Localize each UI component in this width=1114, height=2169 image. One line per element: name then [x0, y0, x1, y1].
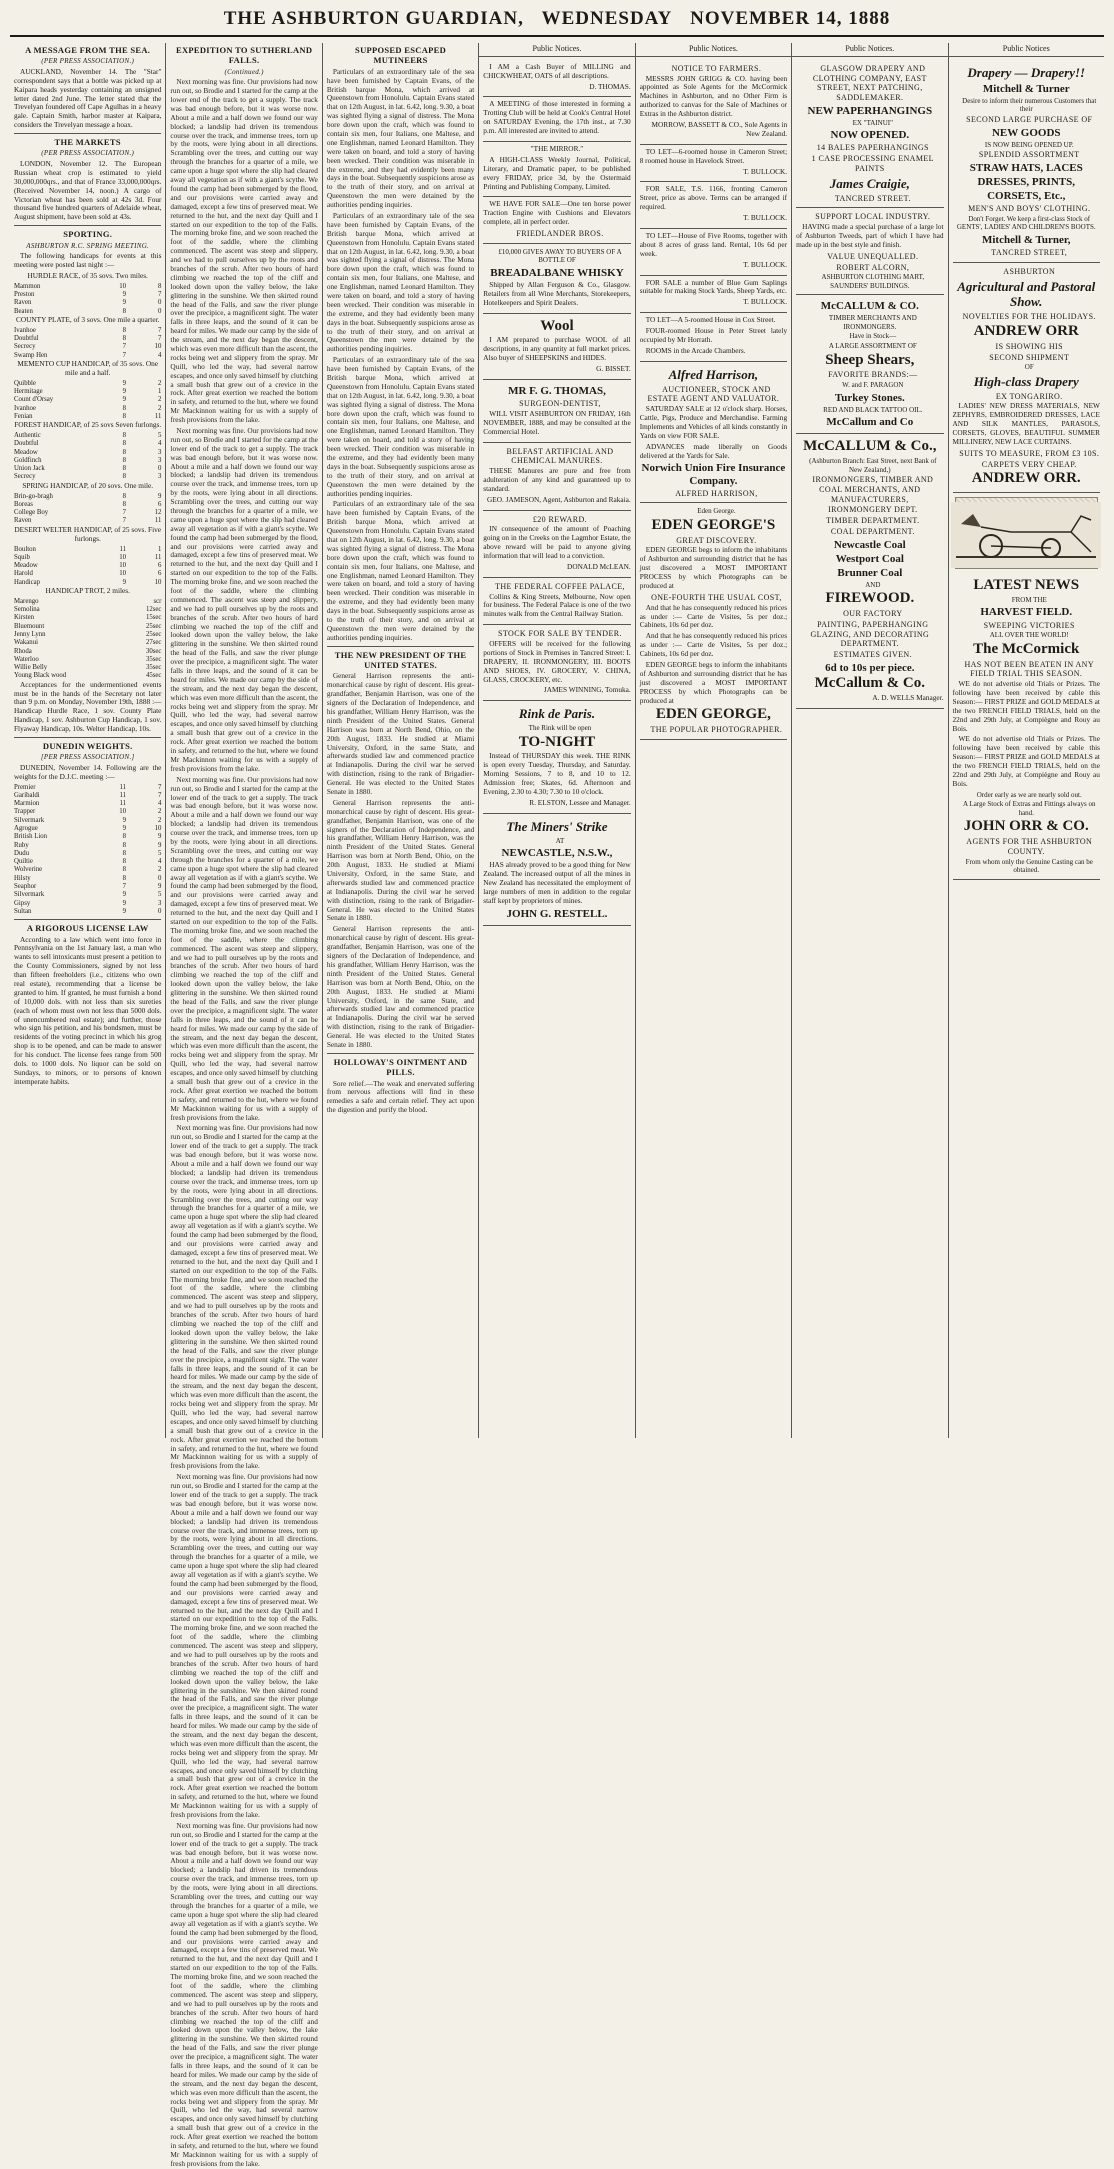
- weight-value: 5: [158, 891, 162, 899]
- masthead-date: NOVEMBER 14, 1888: [690, 8, 891, 29]
- weight-value: 8: [122, 456, 127, 464]
- weight-value: 8: [122, 866, 127, 874]
- horse-name: Marmion: [14, 800, 40, 808]
- weight-value: 11: [154, 517, 162, 525]
- article-mutineers: Particulars of an extraordinary tale of the sea have been furnished by Captain Evans, of the British barque Mona, which arrived at Queenstown from Honolulu. Captain Evans stated that on 12th August, in lat. 6.42, long. 9.30, a boat was sighted flying a signal of distress. The Mona bore down upon the craft, which was found to contain six men, four Italians, one Maltese, and one Englishman, named Leonard Hamilton. They were taken on board, and told a story of having been wrecked. Their condition was miserable in the extreme, and they had evidently been many days in the boat. Subsequently suspicions arose as to the truth of their story, and on arrival at Queenstown the men were detained by the authorities pending inquiries.: [326, 499, 475, 642]
- horse-name: Garibaldi: [14, 791, 40, 799]
- handicap-list: [14, 380, 161, 421]
- handicap-row: [14, 598, 161, 606]
- handicap-row: [14, 440, 161, 448]
- weight-value: 12: [154, 509, 162, 517]
- ad-farmers: NOTICE TO FARMERS. MESSRS JOHN GRIGG & CO. having been appointed as Sole Agents for the McCormick Machines in Ashburton, and no Other Firm is authorized to canvas for the Sale of Machines or Extras in the Ashburton district. MORROW, BASSETT & CO., Sole Agents in New Zealand.: [640, 60, 787, 145]
- handicap-row: [14, 614, 161, 622]
- handicap-row: [14, 465, 161, 473]
- handicap-row: [14, 554, 161, 562]
- weight-value: 3: [158, 473, 162, 481]
- weight-value: 0: [158, 307, 162, 315]
- handicap-row: [14, 396, 161, 404]
- weight-value: 6: [158, 562, 162, 570]
- horse-name: Doubtful: [14, 335, 39, 343]
- meeting-intro: The following handicaps for events at this meeting were posted last night :—: [14, 251, 162, 270]
- ad-blue-gum: FOR SALE a number of Blue Gum Saplings suitable for making Stock Yards, Sheep Yards, etc. T. BULLOCK.: [640, 276, 787, 314]
- horse-name: Silvermark: [14, 816, 45, 824]
- weight-value: 9: [122, 907, 127, 915]
- weight-value: 35sec: [145, 655, 162, 663]
- weight-value: 11: [154, 412, 162, 420]
- horse-name: Willie Belly: [14, 664, 48, 672]
- weight-value: 2: [158, 404, 162, 412]
- column-3: [323, 43, 479, 1438]
- article-expedition: Next morning was fine. Our provisions had now run out, so Brodie and I started for the camp at the lower end of the track to get a supply. The track was bad enough before, but it was worse now. About a mile and a half down we found our way blocked; a landslip had driven its tremendous course over the track, and immense trees, torn up by the roots, were lying about in all directions. Scrambling over the trees, and cutting our way through the branches for a quarter of a mile, we came upon a huge spot where the slip had cleared away all vegetation as if with a giant's scythe. We found the camp had been submerged by the flood, and our provisions were carried away and damaged, except a few tins of preserved meat. We returned to the hut, and the next day Quill and I started on our expedition to the top of the Falls. The morning broke fine, and we soon reached the foot of the saddle, where the climbing commenced. The ascent was steep and slippery, and we had to pull ourselves up by the roots and branches of the scrub. After two hours of hard climbing we reached the top of the cliff and looked down upon the valley below, the lake glittering in the sunshine. We then skirted round the head of the Falls, and saw the river plunge over the precipice, a magnificent sight. The water falls in three leaps, and the sound of it can be heard for miles. We made our camp by the side of the stream, and the next day began the descent, which was even more difficult than the ascent, the rocks being wet and slippery from the spray. Mr Quill, who led the way, had several narrow escapes, and once only saved himself by clutching a small bush that grew out of a crevice in the rock. After great exertion we reached the bottom in safety, and returned to the hut, where we found Mr Mackinnon waiting for us with a supply of fresh provisions from the lake.: [170, 77, 318, 425]
- handicap-row: [14, 784, 161, 792]
- ad-stock-tender: STOCK FOR SALE BY TENDER. OFFERS will be received for the following portions of Stock in Premises in Tancred Street: I. DRAPERY, II. IRONMONGERY, III. BOOTS AND SHOES, IV. GROCERY, V. CHINA, GLASS, CROCKERY, etc. JAMES WINNING, Tomuka.: [483, 625, 630, 701]
- weight-value: 2: [158, 866, 162, 874]
- ad-wool: Wool I AM prepared to purchase WOOL of all descriptions, in any quantity at full market prices. Also buyer of SHEEPSKINS and HIDES. G. BISSET.: [483, 314, 630, 380]
- horse-name: Bluemount: [14, 622, 45, 630]
- weight-value: 2: [158, 808, 162, 816]
- horse-name: Gipsy: [14, 899, 31, 907]
- weight-value: 27sec: [145, 639, 162, 647]
- horse-name: Seaphor: [14, 883, 37, 891]
- ad-to-let-2: TO LET—House of Five Rooms, together with about 8 acres of grass land. Rental, 10s 6d per week. T. BULLOCK.: [640, 229, 787, 276]
- reaper-icon: [951, 502, 1101, 568]
- weight-value: 10: [119, 570, 127, 578]
- ad-for-sale-section: FOR SALE, T.S. 1166, fronting Cameron Street, price as above. Terms can be arranged if required. T. BULLOCK.: [640, 182, 787, 229]
- section-label: Public Notices.: [792, 43, 947, 57]
- horse-name: Boulton: [14, 545, 36, 553]
- weight-value: 9: [122, 578, 127, 586]
- article-expedition: Next morning was fine. Our provisions had now run out, so Brodie and I started for the camp at the lower end of the track to get a supply. The track was bad enough before, but it was worse now. About a mile and a half down we found our way blocked; a landslip had driven its tremendous course over the track, and immense trees, torn up by the roots, were lying about in all directions. Scrambling over the trees, and cutting our way through the branches for a quarter of a mile, we came upon a huge spot where the slip had cleared away all vegetation as if with a giant's scythe. We found the camp had been submerged by the flood, and our provisions were carried away and damaged, except a few tins of preserved meat. We returned to the hut, and the next day Quill and I started on our expedition to the top of the Falls. The morning broke fine, and we soon reached the foot of the saddle, where the climbing commenced. The ascent was steep and slippery, and we had to pull ourselves up by the roots and branches of the scrub. After two hours of hard climbing we reached the top of the cliff and looked down upon the valley below, the lake glittering in the sunshine. We then skirted round the head of the Falls, and saw the river plunge over the precipice, a magnificent sight. The water falls in three leaps, and the sound of it can be heard for miles. We made our camp by the side of the stream, and the next day began the descent, which was even more difficult than the ascent, the rocks being wet and slippery from the spray. Mr Quill, who led the way, had several narrow escapes, and once only saved himself by clutching a small bush that grew out of a crevice in the rock. After great exertion we reached the bottom in safety, and returned to the hut, where we found Mr Mackinnon waiting for us with a supply of fresh provisions from the lake.: [170, 1820, 318, 2168]
- weight-value: 7: [158, 326, 162, 334]
- handicap-row: [14, 808, 161, 816]
- weight-value: 10: [154, 578, 162, 586]
- weight-value: 1: [158, 388, 162, 396]
- article-message: AUCKLAND, November 14. The "Star" correspondent says that a bottle was picked up at Kaipara heads yesterday containing an unsigned letter dated 2nd June. The letter stated that the Trevelyan foundered off Cape Agulhas in a heavy gale. Captain Smith, harbor master at Kaipara, considers the Trevelyan message a hoax.: [14, 66, 162, 130]
- weight-value: 8: [122, 473, 127, 481]
- horse-name: Handicap: [14, 578, 41, 586]
- handicap-row: [14, 388, 161, 396]
- weight-value: 9: [122, 379, 127, 387]
- ad-mccallum-shears: McCALLUM & CO. TIMBER MERCHANTS AND IRONMONGERS. Have in Stock— A LARGE ASSORTMENT OF Sheep Shears, FAVORITE BRANDS:— W. and F. PARAGON Turkey Stones. RED AND BLACK TATTOO OIL. McCallum and Co: [796, 295, 943, 434]
- dunedin-intro: DUNEDIN, November 14. Following are the weights for the D.J.C. meeting :—: [14, 762, 162, 781]
- weight-value: 7: [122, 883, 127, 891]
- handicap-row: [14, 833, 161, 841]
- ad-to-let-1: TO LET—6-roomed house in Cameron Street; 8 roomed house in Havelock Street. T. BULLOCK.: [640, 145, 787, 183]
- horse-name: Fenian: [14, 412, 33, 420]
- whisky-brand: BREADALBANE WHISKY: [490, 266, 624, 279]
- weight-value: 25sec: [145, 630, 162, 638]
- handicap-row: [14, 908, 161, 916]
- weight-value: 7: [122, 351, 127, 359]
- reaper-engraving: [955, 497, 1098, 569]
- weight-value: 7: [158, 783, 162, 791]
- handicap-row: [14, 656, 161, 664]
- weight-value: 8: [122, 858, 127, 866]
- weight-value: 8: [122, 326, 127, 334]
- source-line: (PER PRESS ASSOCIATION.): [41, 149, 135, 158]
- weight-value: 8: [122, 404, 127, 412]
- masthead-title: THE ASHBURTON GUARDIAN,: [223, 8, 524, 29]
- column-2: [166, 43, 322, 2168]
- handicap-row: [14, 800, 161, 808]
- horse-name: Goldfinch: [14, 456, 42, 464]
- handicap-row: [14, 449, 161, 457]
- column-6: [792, 43, 948, 1438]
- weight-value: 0: [158, 299, 162, 307]
- weight-value: 7: [158, 291, 162, 299]
- weight-value: 8: [122, 500, 127, 508]
- heading-sporting: SPORTING.: [63, 229, 113, 240]
- weight-value: 9: [122, 396, 127, 404]
- weight-value: 11: [154, 553, 162, 561]
- section-label: Public Notices: [949, 43, 1104, 57]
- handicap-list: [14, 598, 161, 681]
- handicap-row: [14, 842, 161, 850]
- weight-value: 3: [158, 899, 162, 907]
- ad-paperhangings: GLASGOW DRAPERY AND CLOTHING COMPANY, EAST STREET, NEXT PATCHING, SADDLEMAKER. NEW PAPERHANGINGS EX "TAINUI" NOW OPENED. 14 BALES PAPERHANGINGS 1 CASE PROCESSING ENAMEL PAINTS James Craigie, TANCRED STREET.: [796, 60, 943, 209]
- source-line: [PER PRESS ASSOCIATION.]: [40, 753, 135, 762]
- handicap-row: [14, 570, 161, 578]
- source-line: (PER PRESS ASSOCIATION.): [41, 57, 135, 66]
- column-7: [949, 43, 1104, 1438]
- weight-value: 9: [122, 388, 127, 396]
- handicap-row: [14, 883, 161, 891]
- weight-value: 12sec: [145, 606, 162, 614]
- weight-value: 8: [122, 307, 127, 315]
- horse-name: Ruby: [14, 841, 29, 849]
- section-label: Public Notices.: [636, 43, 791, 57]
- weight-value: 4: [158, 800, 162, 808]
- horse-name: Young Black wood: [14, 672, 67, 680]
- handicap-list: [14, 432, 161, 482]
- ad-reward: £20 REWARD. IN consequence of the amount of Poaching going on in the Creeks on the Lagmhor Estate, the above reward will be paid to anyone giving information that will lead to a conviction. DONALD McLEAN.: [483, 511, 630, 578]
- handicap-row: [14, 457, 161, 465]
- horse-name: Count d'Orsay: [14, 396, 54, 404]
- weight-value: 8: [122, 849, 127, 857]
- weight-value: 9: [158, 492, 162, 500]
- weight-value: 2: [158, 396, 162, 404]
- continued-label: (Continued.): [224, 67, 264, 76]
- horse-name: Preston: [14, 291, 35, 299]
- race-title: HURDLE RACE, of 35 sovs. Two miles.: [27, 270, 148, 280]
- horse-name: Agrogue: [14, 825, 38, 833]
- article-expedition: Next morning was fine. Our provisions had now run out, so Brodie and I started for the camp at the lower end of the track to get a supply. The track was bad enough before, but it was worse now. About a mile and a half down we found our way blocked; a landslip had driven its tremendous course over the track, and immense trees, torn up by the roots, were lying about in all directions. Scrambling over the trees, and cutting our way through the branches for a quarter of a mile, we came upon a huge spot where the slip had cleared away all vegetation as if with a giant's scythe. We found the camp had been submerged by the flood, and our provisions were carried away and damaged, except a few tins of preserved meat. We returned to the hut, and the next day Quill and I started on our expedition to the top of the Falls. The morning broke fine, and we soon reached the foot of the saddle, where the climbing commenced. The ascent was steep and slippery, and we had to pull ourselves up by the roots and branches of the scrub. After two hours of hard climbing we reached the top of the cliff and looked down upon the valley below, the lake glittering in the sunshine. We then skirted round the head of the Falls, and saw the river plunge over the precipice, a magnificent sight. The water falls in three leaps, and the sound of it can be heard for miles. We made our camp by the side of the stream, and the next day began the descent, which was even more difficult than the ascent, the rocks being wet and slippery from the spray. Mr Quill, who led the way, had several narrow escapes, and once only saved himself by clutching a small bush that grew out of a crevice in the rock. After great exertion we reached the bottom in safety, and returned to the hut, where we found Mr Mackinnon waiting for us with a supply of fresh provisions from the lake.: [170, 425, 318, 773]
- handicap-row: [14, 432, 161, 440]
- horse-name: Harold: [14, 570, 33, 578]
- handicap-row: [14, 405, 161, 413]
- heading-license: A RIGOROUS LICENSE LAW: [26, 923, 149, 934]
- article-expedition: Next morning was fine. Our provisions had now run out, so Brodie and I started for the camp at the lower end of the track to get a supply. The track was bad enough before, but it was worse now. About a mile and a half down we found our way blocked; a landslip had driven its tremendous course over the track, and immense trees, torn up by the roots, were lying about in all directions. Scrambling over the trees, and cutting our way through the branches for a quarter of a mile, we came upon a huge spot where the slip had cleared away all vegetation as if with a giant's scythe. We found the camp had been submerged by the flood, and our provisions were carried away and damaged, except a few tins of preserved meat. We returned to the hut, and the next day Quill and I started on our expedition to the top of the Falls. The morning broke fine, and we soon reached the foot of the saddle, where the climbing commenced. The ascent was steep and slippery, and we had to pull ourselves up by the roots and branches of the scrub. After two hours of hard climbing we reached the top of the cliff and looked down upon the valley below, the lake glittering in the sunshine. We then skirted round the head of the Falls, and saw the river plunge over the precipice, a magnificent sight. The water falls in three leaps, and the sound of it can be heard for miles. We made our camp by the side of the stream, and the next day began the descent, which was even more difficult than the ascent, the rocks being wet and slippery from the spray. Mr Quill, who led the way, had several narrow escapes, and once only saved himself by clutching a small bush that grew out of a crevice in the rock. After great exertion we reached the bottom in safety, and returned to the hut, where we found Mr Mackinnon waiting for us with a supply of fresh provisions from the lake.: [170, 1472, 318, 1820]
- masthead-day: WEDNESDAY: [541, 8, 673, 29]
- article-mutineers: Particulars of an extraordinary tale of the sea have been furnished by Captain Evans, of the British barque Mona, which arrived at Queenstown from Honolulu. Captain Evans stated that on 12th August, in lat. 6.42, long. 9.30, a boat was sighted flying a signal of distress. The Mona bore down upon the craft, which was found to contain six men, four Italians, one Maltese, and one Englishman, named Leonard Hamilton. They were taken on board, and told a story of having been wrecked. Their condition was miserable in the extreme, and they had evidently been many days in the boat. Subsequently suspicions arose as to the truth of their story, and on arrival at Queenstown the men were detained by the authorities pending inquiries.: [326, 210, 475, 354]
- handicap-row: [14, 343, 161, 351]
- handicap-row: [14, 866, 161, 874]
- handicap-row: [14, 509, 161, 517]
- article-mutineers: Particulars of an extraordinary tale of the sea have been furnished by Captain Evans, of the British barque Mona, which arrived at Queenstown from Honolulu. Captain Evans stated that on 12th August, in lat. 6.42, long. 9.30, a boat was sighted flying a signal of distress. The Mona bore down upon the craft, which was found to contain six men, four Italians, one Maltese, and one Englishman, named Leonard Hamilton. They were taken on board, and told a story of having been wrecked. Their condition was miserable in the extreme, and they had evidently been many days in the boat. Subsequently suspicions arose as to the truth of their story, and on arrival at Queenstown the men were detained by the authorities pending inquiries.: [326, 355, 475, 498]
- handicap-row: [14, 631, 161, 639]
- horse-name: Hermitage: [14, 388, 43, 396]
- handicap-row: [14, 623, 161, 631]
- article-expedition: Next morning was fine. Our provisions had now run out, so Brodie and I started for the camp at the lower end of the track to get a supply. The track was bad enough before, but it was worse now. About a mile and a half down we found our way blocked; a landslip had driven its tremendous course over the track, and immense trees, torn up by the roots, were lying about in all directions. Scrambling over the trees, and cutting our way through the branches for a quarter of a mile, we came upon a huge spot where the slip had cleared away all vegetation as if with a giant's scythe. We found the camp had been submerged by the flood, and our provisions were carried away and damaged, except a few tins of preserved meat. We returned to the hut, and the next day Quill and I started on our expedition to the top of the Falls. The morning broke fine, and we soon reached the foot of the saddle, where the climbing commenced. The ascent was steep and slippery, and we had to pull ourselves up by the roots and branches of the scrub. After two hours of hard climbing we reached the top of the cliff and looked down upon the valley below, the lake glittering in the sunshine. We then skirted round the head of the Falls, and saw the river plunge over the precipice, a magnificent sight. The water falls in three leaps, and the sound of it can be heard for miles. We made our camp by the side of the stream, and the next day began the descent, which was even more difficult than the ascent, the rocks being wet and slippery from the spray. Mr Quill, who led the way, had several narrow escapes, and once only saved himself by clutching a small bush that grew out of a crevice in the rock. After great exertion we reached the bottom in safety, and returned to the hut, where we found Mr Mackinnon waiting for us with a supply of fresh provisions from the lake.: [170, 774, 318, 1122]
- horse-name: Wakanui: [14, 639, 38, 647]
- horse-name: Dudu: [14, 849, 30, 857]
- handicap-list: [14, 546, 161, 587]
- weight-value: 10: [154, 343, 162, 351]
- race-title: MEMENTO CUP HANDICAP, of 35 sovs. One mile and a half.: [17, 358, 159, 377]
- weight-value: 2: [158, 379, 162, 387]
- handicap-row: [14, 546, 161, 554]
- weight-value: 11: [119, 783, 127, 791]
- horse-name: Raven: [14, 299, 32, 307]
- ad-mccormick: LATEST NEWS FROM THE HARVEST FIELD. SWEEPING VICTORIES ALL OVER THE WORLD! The McCormick HAS NOT BEEN BEATEN IN ANY FIELD TRIAL THIS SEASON. WE do not advertise old Trials or Prizes. The following have been received by cable this Season:— FIRST PRIZE and GOLD MEDALS at the two FRENCH FIELD TRIALS, held on the 22nd and 29th July, at Compiègne and Rouy au Bois. WE do not advertise old Trials or Prizes. The following have been received by cable this Season:— FIRST PRIZE and GOLD MEDALS at the two FRENCH FIELD TRIALS, held on the 22nd and 29th July, at Compiègne and Rouy au Bois. Order early as we are nearly sold out. A Large Stock of Extras and Fittings always on hand. JOHN ORR & CO. AGENTS FOR THE ASHBURTON COUNTY. From whom only the Genuine Casting can be obtained.: [953, 573, 1100, 880]
- handicap-row: [14, 639, 161, 647]
- ad-traction-engine: WE HAVE FOR SALE—One ten horse power Traction Engine with Cushions and Elevators complete, all in perfect order. FRIEDLANDER BROS.: [483, 197, 630, 243]
- horse-name: Quiltie: [14, 858, 33, 866]
- weight-value: 8: [122, 335, 127, 343]
- weight-value: 7: [158, 791, 162, 799]
- handicap-row: [14, 493, 161, 501]
- column-1: [10, 43, 166, 1438]
- horse-name: Marengo: [14, 597, 39, 605]
- horse-name: British Lion: [14, 833, 48, 841]
- horse-name: Waterloo: [14, 655, 39, 663]
- weight-value: 25sec: [145, 622, 162, 630]
- horse-name: Ivanhoe: [14, 404, 36, 412]
- horse-name: Jenny Lynn: [14, 630, 46, 638]
- ad-rink: Rink de Paris. The Rink will be open TO-NIGHT Instead of THURSDAY this week. THE RINK is open every Tuesday, Thursday, and Saturday. Morning Sessions, 7 to 8, and 10 to 12. Admission free; Skates, 6d. Afternoon and Evening, 2.30 to 4.30; 7.30 to 10 o'clock. R. ELSTON, Lessee and Manager.: [483, 701, 630, 813]
- heading-meeting: ASHBURTON R.C. SPRING MEETING.: [26, 241, 150, 250]
- ad-andrew-orr: ASHBURTON Agricultural and Pastoral Show. NOVELTIES FOR THE HOLIDAYS. ANDREW ORR IS SHOWING HIS SECOND SHIPMENT OF High-class Drapery EX TONGARIRO. LADIES' NEW DRESS MATERIALS, NEW ZEPHYRS, EMBROIDERED DRESSES, LACE AND SILK MANTLES, PARASOLS, CORSETS, GLOVES, BEAUTIFUL SUMMER MILLINERY, NEW LACE CURTAINS. SUITS TO MEASURE, FROM £3 10S. CARPETS VERY CHEAP. ANDREW ORR.: [953, 263, 1100, 493]
- article-president: General Harrison represents the anti-monarchical cause by right of descent. His great-grandfather, Benjamin Harrison, was one of the signers of the Declaration of Independence, and his grandfather, William Henry Harrison, was the ninth President of the United States. General Harrison was born at North Bend, Ohio, on the 20th August, 1833. He studied at Miami University, Oxford, in the same State, and afterwards studied law and commenced practice at Indianapolis. During the civil war he served with distinction, rising to the rank of Brigadier-General. He was elected to the United States Senate in 1880.: [326, 924, 475, 1049]
- ad-dentist: MR F. G. THOMAS, SURGEON-DENTIST, WILL VISIT ASHBURTON ON FRIDAY, 16th NOVEMBER, 1888, and may be consulted at the Commercial Hotel.: [483, 380, 630, 443]
- weight-value: 4: [158, 351, 162, 359]
- weight-value: 8: [122, 412, 127, 420]
- weight-value: 9: [158, 841, 162, 849]
- handicap-row: [14, 664, 161, 672]
- horse-name: Squib: [14, 553, 30, 561]
- horse-name: Trapper: [14, 808, 36, 816]
- ad-miners-strike: The Miners' Strike AT NEWCASTLE, N.S.W., HAS already proved to be a good thing for New Zealand. The increased output of all the mines in New Zealand has necessitated the employment of large numbers of men in addition to the regular staff kept by proprietors of mines. JOHN G. RESTELL.: [483, 814, 630, 926]
- weight-value: 5: [158, 432, 162, 440]
- weight-value: 9: [122, 891, 127, 899]
- weight-value: 3: [158, 456, 162, 464]
- race-title: HANDICAP TROT, 2 miles.: [45, 585, 130, 595]
- weight-value: 0: [158, 465, 162, 473]
- handicap-row: [14, 850, 161, 858]
- weight-value: 0: [158, 907, 162, 915]
- ad-alcorn: SUPPORT LOCAL INDUSTRY. HAVING made a special purchase of a large lot of Ashburton Tweeds, part of which I have had made up in the best style and finish. VALUE UNEQUALLED. ROBERT ALCORN, ASHBURTON CLOTHING MART, SAUNDERS' BUILDINGS.: [796, 208, 943, 295]
- weight-value: scr: [153, 597, 162, 605]
- weight-value: 7: [122, 509, 127, 517]
- article-markets: LONDON, November 12. The European Russian wheat crop is estimated to yield 30,000,000qrs., and that of France 33,000,000qrs. (Received November 14, noon.) A cargo of Victorian wheat has been sold at 42s 3d. Four thousand five hundred quarters of Adelaide wheat, August shipment, have been sold at 43s.: [14, 159, 162, 222]
- ad-manures: BELFAST ARTIFICIAL AND CHEMICAL MANURES. THESE Manures are pure and free from adulteration of any kind and guaranteed up to standard. GEO. JAMESON, Agent, Ashburton and Rakaia.: [483, 443, 630, 511]
- handicap-row: [14, 858, 161, 866]
- horse-name: Swamp Hen: [14, 351, 48, 359]
- handicap-row: [14, 335, 161, 343]
- article-mutineers: Particulars of an extraordinary tale of the sea have been furnished by Captain Evans, of the British barque Mona, which arrived at Queenstown from Honolulu. Captain Evans stated that on 12th August, in lat. 6.42, long. 9.30, a boat was sighted flying a signal of distress. The Mona bore down upon the craft, which was found to contain six men, four Italians, one Maltese, and one Englishman, named Leonard Hamilton. They were taken on board, and told a story of having been wrecked. Their condition was miserable in the extreme, and they had evidently been many days in the boat. Subsequently suspicions arose as to the truth of their story, and on arrival at Queenstown the men were detained by the authorities pending inquiries.: [326, 66, 475, 210]
- column-4: [479, 43, 635, 1438]
- weight-value: 8: [122, 465, 127, 473]
- handicap-row: [14, 648, 161, 656]
- horse-name: Sultan: [14, 907, 32, 915]
- weight-value: 10: [119, 562, 127, 570]
- weight-value: 10: [119, 282, 127, 290]
- horse-name: Kirsten: [14, 614, 35, 622]
- handicap-row: [14, 825, 161, 833]
- heading-mutineers: SUPPOSED ESCAPED MUTINEERS: [355, 45, 447, 66]
- horse-name: Authentic: [14, 432, 41, 440]
- horse-name: Union Jack: [14, 465, 45, 473]
- race-title: FOREST HANDICAP, of 25 sovs Seven furlongs.: [14, 420, 162, 430]
- ad-coffee-palace: THE FEDERAL COFFEE PALACE, Collins & King Streets, Melbourne, Now open for business. The Federal Palace is one of the two minutes walk from the Central Railway Station.: [483, 578, 630, 625]
- weight-value: 6: [158, 570, 162, 578]
- ad-trotting-club: A MEETING of those interested in forming a Trotting Club will be held at Cook's Central Hotel on SATURDAY Evening, the 17th inst., at 7.30 p.m. All interested are invited to attend.: [483, 97, 630, 142]
- handicap-row: [14, 501, 161, 509]
- masthead: [10, 8, 1104, 37]
- heading-expedition: EXPEDITION TO SUTHERLAND FALLS.: [175, 45, 313, 66]
- weight-value: 11: [119, 800, 127, 808]
- weight-value: 8: [158, 282, 162, 290]
- race-title: DESERT WELTER HANDICAP, of 25 sovs. Five furlongs.: [14, 524, 161, 543]
- weight-value: 11: [119, 791, 127, 799]
- heading-message: A MESSAGE FROM THE SEA.: [25, 45, 151, 55]
- column-5: [636, 43, 792, 1438]
- weight-value: 8: [122, 432, 127, 440]
- acceptances-note: Acceptances for the undermentioned events must be in the hands of the Secretary not later than 9 p.m. on Monday, November 19th, 1888 :—Handicap Hurdle Race, 1 sov. County Plate Handicap, 1 sov. Ashburton Cup Handicap, 1 sov. Flyaway Handicap, 10s. Welter Handicap, 10s.: [14, 679, 162, 734]
- weight-value: 8: [122, 448, 127, 456]
- handicap-row: [14, 875, 161, 883]
- weight-value: 8: [122, 492, 127, 500]
- horse-name: Boreas: [14, 500, 33, 508]
- article-president: General Harrison represents the anti-monarchical cause by right of descent. His great-grandfather, Benjamin Harrison, was one of the signers of the Declaration of Independence, and his grandfather, William Henry Harrison, was the ninth President of the United States. General Harrison was born at North Bend, Ohio, on the 20th August, 1833. He studied at Miami University, Oxford, in the same State, and afterwards studied law and commenced practice at Indianapolis. During the civil war he served with distinction, rising to the rank of Brigadier-General. He was elected to the United States Senate in 1880.: [326, 671, 475, 797]
- weight-value: 10: [154, 825, 162, 833]
- heading-dunedin: DUNEDIN WEIGHTS.: [42, 740, 133, 751]
- ad-whisky: £10,000 GIVES AWAY TO BUYERS OF A BOTTLE OF BREADALBANE WHISKY Shipped by Allan Ferguson & Co., Glasgow. Retailers from all Wine Merchants, Storekeepers, Hotelkeepers and Spirit Dealers.: [483, 244, 630, 314]
- horse-name: Quibble: [14, 379, 36, 387]
- horse-name: Raven: [14, 517, 32, 525]
- handicap-list: [14, 784, 161, 917]
- handicap-row: [14, 792, 161, 800]
- weight-value: 9: [158, 883, 162, 891]
- horse-name: Ivanhoe: [14, 326, 36, 334]
- handicap-list: [14, 493, 161, 526]
- ad-to-let-3: TO LET—A 5-roomed House in Cox Street. FOUR-roomed House in Peter Street lately occupied by Mr Horrath. ROOMS in the Arcade Chambers.: [640, 313, 787, 362]
- weight-value: 11: [119, 545, 127, 553]
- weight-value: 9: [158, 833, 162, 841]
- horse-name: Meadow: [14, 448, 38, 456]
- weight-value: 7: [122, 517, 127, 525]
- horse-name: Doubtful: [14, 440, 39, 448]
- weight-value: 0: [158, 874, 162, 882]
- weight-value: 9: [122, 291, 127, 299]
- race-title: SPRING HANDICAP, of 20 sovs. One mile.: [22, 480, 154, 490]
- horse-name: Rhoda: [14, 647, 32, 655]
- weight-value: 3: [158, 448, 162, 456]
- ad-mitchell-turner: Drapery — Drapery!! Mitchell & Turner Desire to inform their numerous Customers that their SECOND LARGE PURCHASE OF NEW GOODS IS NOW BEING OPENED UP. SPLENDID ASSORTMENT STRAW HATS, LACES DRESSES, PRINTS, CORSETS, Etc., MEN'S AND BOYS' CLOTHING. Don't Forget. We keep a first-class Stock of GENTS', LADIES' AND CHILDREN'S BOOTS. Mitchell & Turner, TANCRED STREET,: [953, 60, 1100, 263]
- horse-name: Meadow: [14, 562, 38, 570]
- weight-value: 8: [122, 841, 127, 849]
- handicap-row: [14, 291, 161, 299]
- horse-name: Hilsty: [14, 874, 31, 882]
- horse-name: Secrecy: [14, 473, 36, 481]
- weight-value: 35sec: [145, 664, 162, 672]
- horse-name: Mammon: [14, 282, 41, 290]
- handicap-row: [14, 891, 161, 899]
- handicap-row: [14, 606, 161, 614]
- handicap-row: [14, 817, 161, 825]
- weight-value: 4: [158, 440, 162, 448]
- handicap-row: [14, 299, 161, 307]
- handicap-row: [14, 283, 161, 291]
- weight-value: 10: [119, 808, 127, 816]
- weight-value: 6: [158, 500, 162, 508]
- article-president: General Harrison represents the anti-monarchical cause by right of descent. His great-grandfather, Benjamin Harrison, was one of the signers of the Declaration of Independence, and his grandfather, William Henry Harrison, was the ninth President of the United States. General Harrison was born at North Bend, Ohio, on the 20th August, 1833. He studied at Miami University, Oxford, in the same State, and afterwards studied law and commenced practice at Indianapolis. During the civil war he served with distinction, rising to the rank of Brigadier-General. He was elected to the United States Senate in 1880.: [326, 797, 475, 923]
- ad-mirror: "THE MIRROR." A HIGH-CLASS Weekly Journal, Political, Literary, and Dramatic paper, to be published every FRIDAY, price 3d, by the Ostermaid Printing and Publishing Company, Limited.: [483, 142, 630, 197]
- weight-value: 9: [122, 899, 127, 907]
- section-label: Public Notices.: [479, 43, 634, 57]
- weight-value: 10: [119, 553, 127, 561]
- weight-value: 7: [122, 343, 127, 351]
- weight-value: 9: [122, 299, 127, 307]
- handicap-list: [14, 327, 161, 360]
- weight-value: 2: [158, 816, 162, 824]
- weight-value: 8: [122, 874, 127, 882]
- handicap-row: [14, 380, 161, 388]
- horse-name: Premier: [14, 783, 36, 791]
- heading-president: THE NEW PRESIDENT OF THE UNITED STATES.: [334, 649, 467, 671]
- horse-name: Silvermark: [14, 891, 45, 899]
- horse-name: College Boy: [14, 509, 49, 517]
- ad-cash-buyer: I AM a Cash Buyer of MILLING and CHICKWHEAT, OATS of all descriptions. D. THOMAS.: [483, 60, 630, 98]
- ad-mccallum-coal: McCALLUM & Co., (Ashburton Branch: East Street, next Bank of New Zealand,) IRONMONGERS, TIMBER AND COAL MERCHANTS, AND MANUFACTURERS, IRONMONGERY DEPT. TIMBER DEPARTMENT. COAL DEPARTMENT. Newcastle Coal Westport Coal Brunner Coal AND FIREWOOD. OUR FACTORY PAINTING, PAPERHANGING GLAZING, AND DECORATING DEPARTMENT. ESTIMATES GIVEN. 6d to 10s per piece. McCallum & Co. A. D. WELLS Manager.: [796, 434, 943, 708]
- heading-holloway: HOLLOWAY'S OINTMENT AND PILLS.: [333, 1056, 468, 1078]
- ad-harrison: Alfred Harrison, AUCTIONEER, STOCK AND ESTATE AGENT AND VALUATOR. SATURDAY SALE at 12 o'clock sharp. Horses, Cattle, Pigs, Produce and Merchandise. Farming Implements and Vehicles of all kinds constantly in Yards on view FOR SALE. ADVANCES made liberally on Goods delivered at the Yards for Sale. Norwich Union Fire Insurance Company. ALFRED HARRISON,: [640, 362, 787, 504]
- handicap-row: [14, 900, 161, 908]
- weight-value: 4: [158, 858, 162, 866]
- weight-value: 30sec: [145, 647, 162, 655]
- weight-value: 45sec: [145, 672, 162, 680]
- weight-value: 1: [158, 545, 162, 553]
- article-holloway: Sore relief.—The weak and enervated suffering from nervous affections will find in these remedies a safe and certain relief. They act upon the digestion and purify the blood.: [326, 1078, 475, 1115]
- article-expedition: Next morning was fine. Our provisions had now run out, so Brodie and I started for the camp at the lower end of the track to get a supply. The track was bad enough before, but it was worse now. About a mile and a half down we found our way blocked; a landslip had driven its tremendous course over the track, and immense trees, torn up by the roots, were lying about in all directions. Scrambling over the trees, and cutting our way through the branches for a quarter of a mile, we came upon a huge spot where the slip had cleared away all vegetation as if with a giant's scythe. We found the camp had been submerged by the flood, and our provisions were carried away and damaged, except a few tins of preserved meat. We returned to the hut, and the next day Quill and I started on our expedition to the top of the Falls. The morning broke fine, and we soon reached the foot of the saddle, where the climbing commenced. The ascent was steep and slippery, and we had to pull ourselves up by the roots and branches of the scrub. After two hours of hard climbing we reached the top of the cliff and looked down upon the valley below, the lake glittering in the sunshine. We then skirted round the head of the Falls, and saw the river plunge over the precipice, a magnificent sight. The water falls in three leaps, and the sound of it can be heard for miles. We made our camp by the side of the stream, and the next day began the descent, which was even more difficult than the ascent, the rocks being wet and slippery from the spray. Mr Quill, who led the way, had several narrow escapes, and once only saved himself by clutching a small bush that grew out of a crevice in the rock. After great exertion we reached the bottom in safety, and returned to the hut, where we found Mr Mackinnon waiting for us with a supply of fresh provisions from the lake.: [170, 1123, 318, 1471]
- horse-name: Brin-go-bragh: [14, 492, 53, 500]
- handicap-list: [14, 283, 161, 316]
- ad-eden-george: Eden George. EDEN GEORGE'S GREAT DISCOVERY. EDEN GEORGE begs to inform the inhabitants of Ashburton and surrounding district that he has just discovered a MOST IMPORTANT PROCESS by which Photographs can be produced at ONE-FOURTH THE USUAL COST, And that he has consequently reduced his prices as under :— Carte de Visites, 5s per doz.; Cabinets, 10s 6d per doz. And that he has consequently reduced his prices as under :— Carte de Visites, 5s per doz.; Cabinets, 10s 6d per doz. EDEN GEORGE begs to inform the inhabitants of Ashburton and surrounding district that he has just discovered a MOST IMPORTANT PROCESS by which Photographs can be produced at EDEN GEORGE, THE POPULAR PHOTOGRAPHER.: [640, 503, 787, 740]
- weight-value: 9: [122, 816, 127, 824]
- article-license: According to a law which went into force in Pennsylvania on the 1st January last, a man who wants to sell intoxicants must present a petition to the County Commissioners, signed by not less than fifteen freeholders (i.e., citizens who own real estate), recommending that a license be granted to him. If granted, he must furnish a bond of 10,000 dols. with not less than six sureties (each of whom must own not less than 5000 dols. of unencumbered real estate); and further, those who sign his petition, and his bondsmen, must be residents of the voting precinct in which his grog shop is to be opened, and can be made to answer for his conduct. The license fees range from 500 dols. to 1000 dols. No liquor can be sold on Sundays, to minors, or to persons of known intemperate habits.: [14, 934, 162, 1086]
- weight-value: 5: [158, 849, 162, 857]
- weight-value: 7: [158, 335, 162, 343]
- weight-value: 8: [122, 833, 127, 841]
- columns: [10, 43, 1104, 2168]
- handicap-row: [14, 327, 161, 335]
- race-title: COUNTY PLATE, of 3 sovs. One mile a quarter.: [16, 314, 160, 324]
- weight-value: 8: [122, 440, 127, 448]
- heading-markets: THE MARKETS: [54, 137, 121, 148]
- horse-name: Beaten: [14, 307, 33, 315]
- horse-name: Semolina: [14, 606, 40, 614]
- weight-value: 9: [122, 825, 127, 833]
- horse-name: Secrecy: [14, 343, 36, 351]
- handicap-row: [14, 562, 161, 570]
- horse-name: Wolverine: [14, 866, 43, 874]
- weight-value: 15sec: [145, 614, 162, 622]
